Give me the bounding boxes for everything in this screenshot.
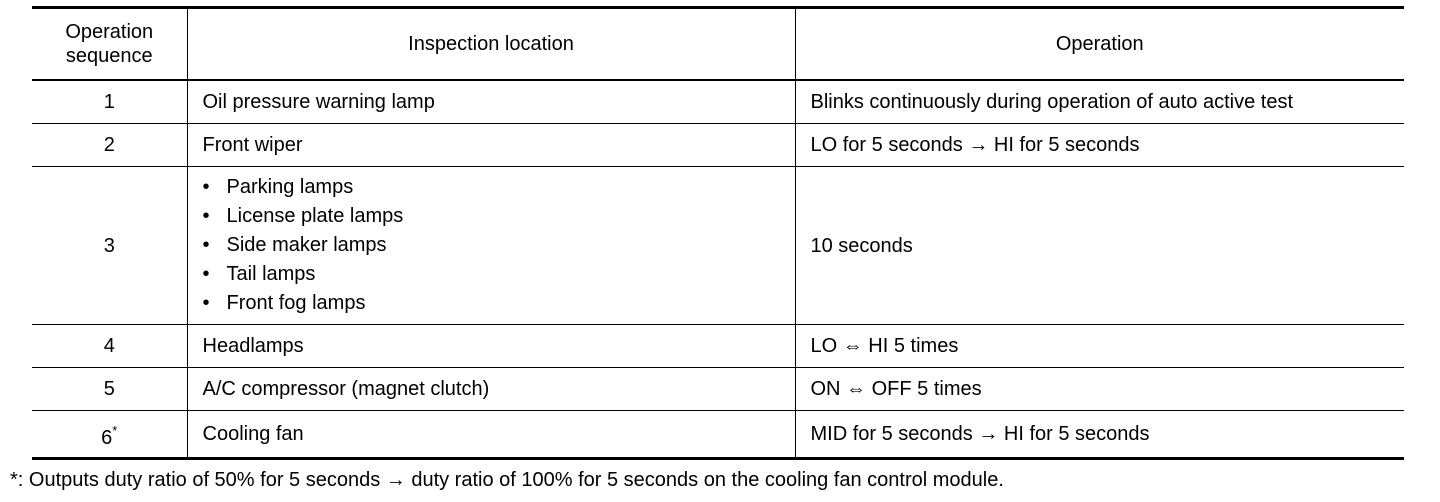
inspection-location-cell: Oil pressure warning lamp bbox=[187, 80, 795, 124]
header-operation: Operation bbox=[795, 8, 1404, 81]
table-row bbox=[32, 80, 1404, 124]
inspection-location-cell: A/C compressor (magnet clutch) bbox=[187, 368, 795, 411]
table-row bbox=[32, 167, 1404, 325]
operation-cell: 10 seconds bbox=[795, 167, 1404, 325]
list-item: • Front fog lamps bbox=[203, 289, 795, 318]
list-item: • Parking lamps bbox=[203, 173, 795, 202]
inspection-location-cell: Headlamps bbox=[187, 325, 795, 368]
sequence-cell: 2 bbox=[32, 124, 187, 167]
bullet-icon: • bbox=[202, 234, 210, 256]
sequence-cell: 6* bbox=[32, 411, 187, 459]
table-header-row bbox=[32, 8, 1404, 81]
table-row bbox=[32, 368, 1404, 411]
lamp-list bbox=[203, 173, 795, 318]
operation-sequence-table bbox=[32, 6, 1404, 460]
table-row bbox=[32, 325, 1404, 368]
sequence-cell: 3 bbox=[32, 167, 187, 325]
inspection-location-cell bbox=[187, 167, 795, 325]
list-item: • Tail lamps bbox=[203, 260, 795, 289]
inspection-location-cell: Cooling fan bbox=[187, 411, 795, 459]
bullet-icon: • bbox=[202, 263, 210, 285]
sequence-cell: 5 bbox=[32, 368, 187, 411]
table-footnote: *: Outputs duty ratio of 50% for 5 seconds → duty ratio of 100% for 5 seconds on the cooling fan control module. bbox=[10, 469, 1004, 491]
operation-cell: MID for 5 seconds → HI for 5 seconds bbox=[795, 411, 1404, 459]
operation-cell: LO ⇔ HI 5 times bbox=[795, 325, 1404, 368]
bullet-icon: • bbox=[202, 292, 210, 314]
table-row bbox=[32, 411, 1404, 459]
bullet-icon: • bbox=[202, 205, 210, 227]
table-row bbox=[32, 124, 1404, 167]
spec-table-container bbox=[32, 6, 1404, 460]
operation-cell: LO for 5 seconds → HI for 5 seconds bbox=[795, 124, 1404, 167]
list-item: • License plate lamps bbox=[203, 202, 795, 231]
operation-cell: ON ⇔ OFF 5 times bbox=[795, 368, 1404, 411]
sequence-cell: 1 bbox=[32, 80, 187, 124]
operation-cell: Blinks continuously during operation of auto active test bbox=[795, 80, 1404, 124]
list-item: • Side maker lamps bbox=[203, 231, 795, 260]
bullet-icon: • bbox=[202, 176, 210, 198]
sequence-cell: 4 bbox=[32, 325, 187, 368]
header-operation-sequence: Operation sequence bbox=[32, 8, 187, 81]
inspection-location-cell: Front wiper bbox=[187, 124, 795, 167]
header-inspection-location: Inspection location bbox=[187, 8, 795, 81]
footnote-marker: * bbox=[112, 422, 118, 438]
